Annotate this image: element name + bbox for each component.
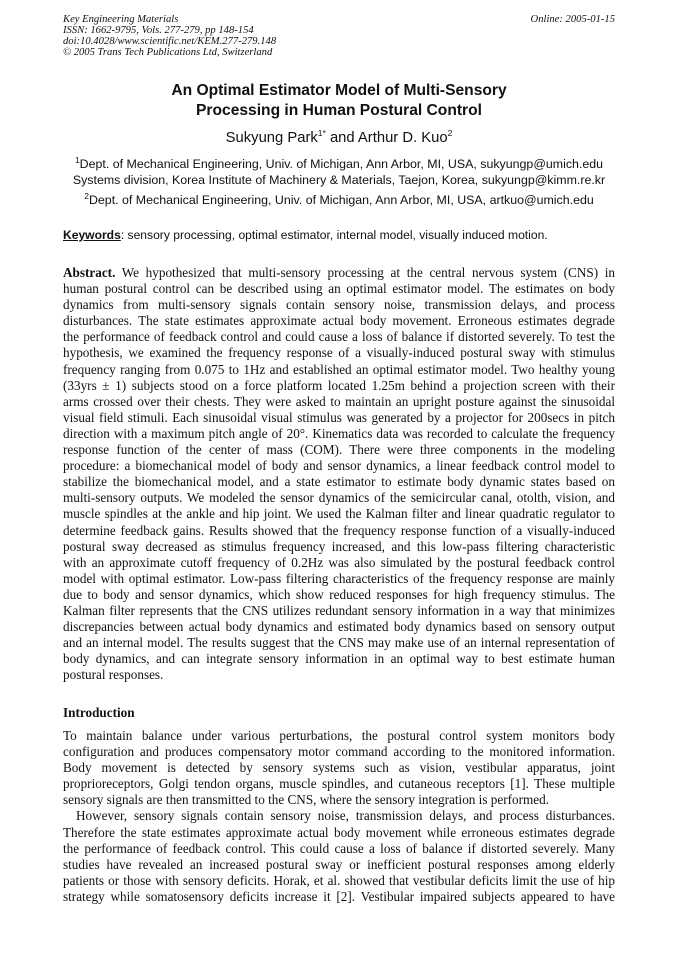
abstract-line: postural sway decreased as stimulus frequency increased, and this low-pass filtering characteristic [63,538,615,554]
abstract-line: human postural control can be described using an optimal estimator model. The estimates on body [63,281,615,297]
title-line-2: Processing in Human Postural Control [196,101,482,119]
abstract-label: Abstract. [63,265,116,280]
introduction-line: strategy while somatosensory deficits increase it [2]. Vestibular impaired subjects appeared to have [63,888,615,904]
abstract-line: muscle spindles at the ankle and hip joint. We used the Kalman filter and linear quadratic regulator to [63,506,615,522]
introduction-line: proprioreceptors, Golgi tendon organs, muscle spindles, and cutaneous receptors [1]. These multiple [63,776,615,792]
abstract-line: hypothesis, we examined the frequency response of a visually-induced postural sway with stimulus [63,345,615,361]
introduction-body [63,728,615,905]
affiliation-2-line-1: Dept. of Mechanical Engineering, Univ. of Michigan, Ann Arbor, MI, USA, artkuo@umich.edu [88,193,594,207]
keywords-label: Keywords [63,228,121,242]
abstract-line: and an internal model. The results suggest that the CNS may make use of an internal representation of [63,635,615,651]
abstract-line: frequency ranging from 0.075 to 1Hz and established an optimal estimator model. Two healthy young [63,361,615,377]
abstract-line: multi-sensory outputs. We modeled the sensor dynamics of the semicircular canal, otolth, vision, and [63,490,615,506]
abstract-line: body dynamics, and can integrate sensory information in an optimal way to best estimate human [63,651,615,667]
affiliation-2-superscript: 2 [84,190,89,201]
copyright-line: © 2005 Trans Tech Publications Ltd, Switzerland [63,47,273,58]
keywords-text: : sensory processing, optimal estimator, internal model, visually induced motion. [120,228,548,242]
introduction-line: the performance of feedback control. This could cause a loss of balance if distorted severely. Many [63,840,615,856]
introduction-line: sensory signals are then transmitted to the CNS, where the sensory integration is performed. [63,792,549,808]
abstract-line: the performance of feedback control and could cause a loss of balance if distorted severely. To test the [63,329,615,345]
affiliation-1-line-2: Systems division, Korea Institute of Machinery & Materials, Taejon, Korea, sukyungp@kimm.re.kr [72,173,606,187]
introduction-line: However, sensory signals contain sensory noise, transmission delays, and process disturbances. [76,808,615,824]
abstract-line: procedure: a biomechanical model of body and sensor dynamics, a linear feedback control model to [63,458,615,474]
introduction-line: Body movement is detected by sensory systems such as vision, vestibular apparatus, joint [63,760,615,776]
keywords [63,227,623,243]
affiliation-1 [0,156,678,172]
abstract-line: due to body and sensor dynamics, which show reduced responses for high frequency stimulus. The [63,586,615,602]
author-1: Sukyung Park [225,130,318,146]
abstract-line: direction with a maximum pitch angle of 20°. Kinematics data was recorded to calculate the frequency [63,425,615,441]
section-heading-introduction: Introduction [63,705,135,720]
abstract-line: determine feedback gains. Results showed that the frequency response function of a visually-induced [63,522,615,538]
abstract-line: stabilize the biomechanical model, and a state estimator to estimate body dynamic states based on [63,474,615,490]
abstract-line [63,265,615,281]
abstract-line: postural responses. [63,667,164,683]
abstract-line: with an approximate cutoff frequency of 0.2Hz was also simulated by the postural feedback control [63,554,615,570]
introduction-line: configuration and produces compensatory motor command according to the monitored information. [63,744,615,760]
author-list [0,129,678,147]
introduction-line: studies have revealed an increased postural sway or inefficient postural responses among elderly [63,856,615,872]
abstract-line: model with optimal estimator. Low-pass filtering characteristics of the frequency response are mainly [63,570,615,586]
introduction-line: patients or those with sensory deficits. Horak, et al. showed that vestibular deficits limit the use of hip [63,872,615,888]
affiliation-1-superscript: 1 [74,154,80,165]
paper-title [0,81,678,120]
abstract-line: (33yrs ± 1) subjects stood on a force platform located 1.25m behind a projection screen with their [63,377,615,393]
journal-name: Key Engineering Materials [63,14,179,25]
abstract-line-0-text: We hypothesized that multi-sensory processing at the central nervous system (CNS) in [115,265,615,280]
introduction-line: To maintain balance under various perturbations, the postural control system monitors body [63,728,615,743]
online-date: Online: 2005-01-15 [530,14,615,25]
abstract-line: Kalman filter represents that the CNS utilizes redundant sensory information in a way that minimizes [63,602,615,618]
abstract-line: disturbances. The state estimates approximate actual body movement. Erroneous estimates degrade [63,313,615,329]
author-1-superscript: 1* [317,128,326,139]
abstract-line: arms crossed over their chests. They were asked to maintain an upright posture against the sinusoidal [63,393,615,409]
doi-line: doi:10.4028/www.scientific.net/KEM.277-279.148 [63,36,277,47]
abstract-line: response function of the center of mass (COM). There were three components in the modeling [63,442,615,458]
affiliation-2 [0,192,678,208]
abstract-line: dynamics from multi-sensory signals contain sensory noise, transmission delays, and process [63,297,615,313]
affiliation-1-line-1: Dept. of Mechanical Engineering, Univ. of Michigan, Ann Arbor, MI, USA, sukyungp@umich.edu [79,157,604,171]
title-line-1: An Optimal Estimator Model of Multi-Sensory [171,82,507,99]
abstract [63,265,615,683]
author-2: and Arthur D. Kuo [325,130,448,146]
introduction-line: Therefore the state estimates approximate actual body movement while erroneous estimates degrade [63,824,615,840]
abstract-line: visual field stimuli. Each sinusoidal visual stimulus was generated by a projector for 200secs in pitch [63,409,615,425]
author-2-superscript: 2 [447,128,453,139]
journal-header [63,14,615,58]
affiliation-1b [0,172,678,188]
abstract-line: discrepancies between actual body dynamics and estimated body dynamics based on sensory output [63,619,615,635]
issn-line: ISSN: 1662-9795, Vols. 277-279, pp 148-154 [63,25,254,36]
